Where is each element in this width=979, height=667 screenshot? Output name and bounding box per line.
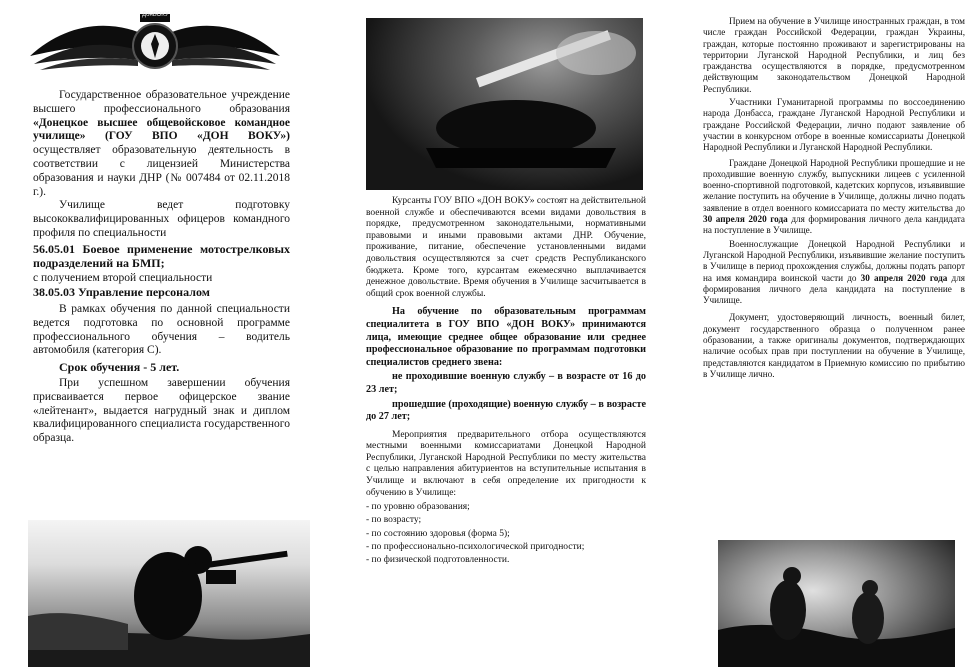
admission-category-1: не проходившие военную службу – в возрасте от 16 до 23 лет; bbox=[366, 371, 646, 395]
emblem-text: ДонВОКУ bbox=[142, 12, 169, 18]
documents-text: Документ, удостоверяющий личность, военный билет, документ государственного образца о полученном ранее образовании, а также оригиналы документов, подтверждающих наличие особых прав при поступлении на обучение в Училище, представляются кандидатом в Приемную комиссию по прибытию в Училище лично. bbox=[703, 312, 965, 379]
eagle-wings-icon bbox=[30, 10, 280, 72]
admission-category-2: прошедшие (проходящие) военную службу – в возрасте до 27 лет; bbox=[366, 398, 646, 423]
specialty-2: 38.05.03 Управление персоналом bbox=[33, 285, 210, 300]
list-item: - по профессионально-психологической пригодности; bbox=[366, 541, 585, 552]
institution-name: Государственное образовательное учреждение высшего профессионального образования «Донецкое высшее общевойсковое командное училище» (ГОУ ВПО «ДОН ВОКУ») осуществляет образовательную деятельность в соответствии с лицензией Министерства образования и науки ДНР (№ 007484 от 02.11.2018 г.). bbox=[33, 89, 290, 198]
column-right bbox=[683, 0, 979, 667]
list-item: - по состоянию здоровья (форма 5); bbox=[366, 528, 510, 539]
servicemen-text: Военнослужащие Донецкой Народной Республики и Луганской Народной Республики, изъявившие желание поступить в Училище в период прохождения службы, должны подать рапорт на имя командира воинской части до 30 апреля 2020 года для формирования личного дела кандидата на поступление в Училище. bbox=[703, 238, 966, 306]
school-name: «Донецкое высшее общевойсковое командное училище» (ГОУ ВПО «ДОН ВОКУ») bbox=[33, 116, 290, 143]
cadets-text: Курсанты ГОУ ВПО «ДОН ВОКУ» состоят на действительной военной службе и обеспечиваются всеми видами довольствия в порядке, предусмотренном законодательными, нормативными правовыми и иными правовыми актами ДНР. Обучение, проживание, питание, обеспечение установленными видами довольствия осуществляются за счет средств Республиканского бюджета. Кроме того, курсантам ежемесячно выплачивается денежное довольствие. Время обучения в Училище засчитывается в общий срок военной службы. bbox=[366, 196, 646, 299]
list-item: - по возрасту; bbox=[366, 515, 422, 526]
soldiers-silhouette-icon bbox=[718, 540, 955, 667]
tank-silhouette-icon bbox=[366, 18, 643, 190]
graduation-text: При успешном завершении обучения присваивается первое офицерское звание «лейтенант», выдается нагрудный знак и диплом квалифицированного специалиста государственного образца. bbox=[33, 376, 290, 445]
column-left bbox=[0, 0, 310, 667]
humanitarian-program-text: Участники Гуманитарной программы по воссоединению народа Донбасса, граждане Луганской Народной Республики и граждане Российской Федерации, лично подают заявление об участии в конкурсном отборе в военные комиссариаты Донецкой Народной Республики и Луганской Народной Республики. bbox=[703, 97, 965, 153]
driver-training: В рамках обучения по данной специальности ведется подготовка по основной программе профессионального обучения – водитель автомобиля (категория С). bbox=[33, 302, 290, 357]
soldier-with-rifle-photo bbox=[28, 520, 310, 667]
list-item: - по уровню образования; bbox=[366, 502, 470, 513]
deadline-date: 30 апреля 2020 года bbox=[860, 272, 948, 283]
column-middle bbox=[350, 0, 650, 667]
selection-criteria-list bbox=[366, 501, 646, 567]
foreign-citizens-text: Прием на обучение в Училище иностранных граждан, в том числе граждан Российской Федерации, граждан Украины, граждан, которые постоянно проживают и зарегистрированы на территории Луганской Народной Республики, и лиц без гражданства осуществляются в порядке, предусмотренном действующим законодательством Донецкой Народной Республики. bbox=[703, 16, 965, 94]
license-text: осуществляет образовательную деятельность в соответствии с лицензией Министерства образования и науки ДНР (№ 007484 от 02.11.2018 г.). bbox=[33, 144, 290, 198]
soldiers-in-field-photo bbox=[718, 540, 955, 667]
study-duration: Срок обучения - 5 лет. bbox=[59, 360, 180, 375]
dpr-citizens-text: Граждане Донецкой Народной Республики прошедшие и не проходившие военную службу, выпускники лицеев с усиленной военно-спортивной подготовкой, кадетских корпусов, изъявившие желание поступить на обучение в Училище, должны лично подать заявление в отдел военного комиссариата по месту жительства до 30 апреля 2020 года для формирования личного дела кандидата на поступление в Училище. bbox=[703, 157, 966, 236]
soldier-silhouette-icon bbox=[28, 520, 310, 667]
specialty-1-note: с получением второй специальности bbox=[33, 272, 213, 285]
list-item: - по физической подготовленности. bbox=[366, 555, 510, 566]
deadline-date: 30 апреля 2020 года bbox=[703, 214, 788, 225]
specialty-1: 56.05.01 Боевое применение мотострелковых подразделений на БМП; bbox=[33, 241, 290, 270]
training-intro: Училище ведет подготовку высококвалифицированных офицеров командного профиля по специальности bbox=[33, 199, 290, 239]
admission-text: На обучение по образовательным программам специалитета в ГОУ ВПО «ДОН ВОКУ» принимаются лица, имеющие среднее общее образование или среднее профессиональное образование по программам подготовки специалистов среднего звена: bbox=[366, 306, 646, 368]
selection-text: Мероприятия предварительного отбора осуществляются местными военными комиссариатами Донецкой Народной Республики, Луганской Народной Республики по месту жительства с целью направления абитуриентов на вступительные испытания в Училище и включают в себя определение их пригодности к обучению в Училище: bbox=[366, 429, 646, 498]
emblem-banner bbox=[30, 10, 280, 72]
tank-firing-photo bbox=[366, 18, 643, 190]
